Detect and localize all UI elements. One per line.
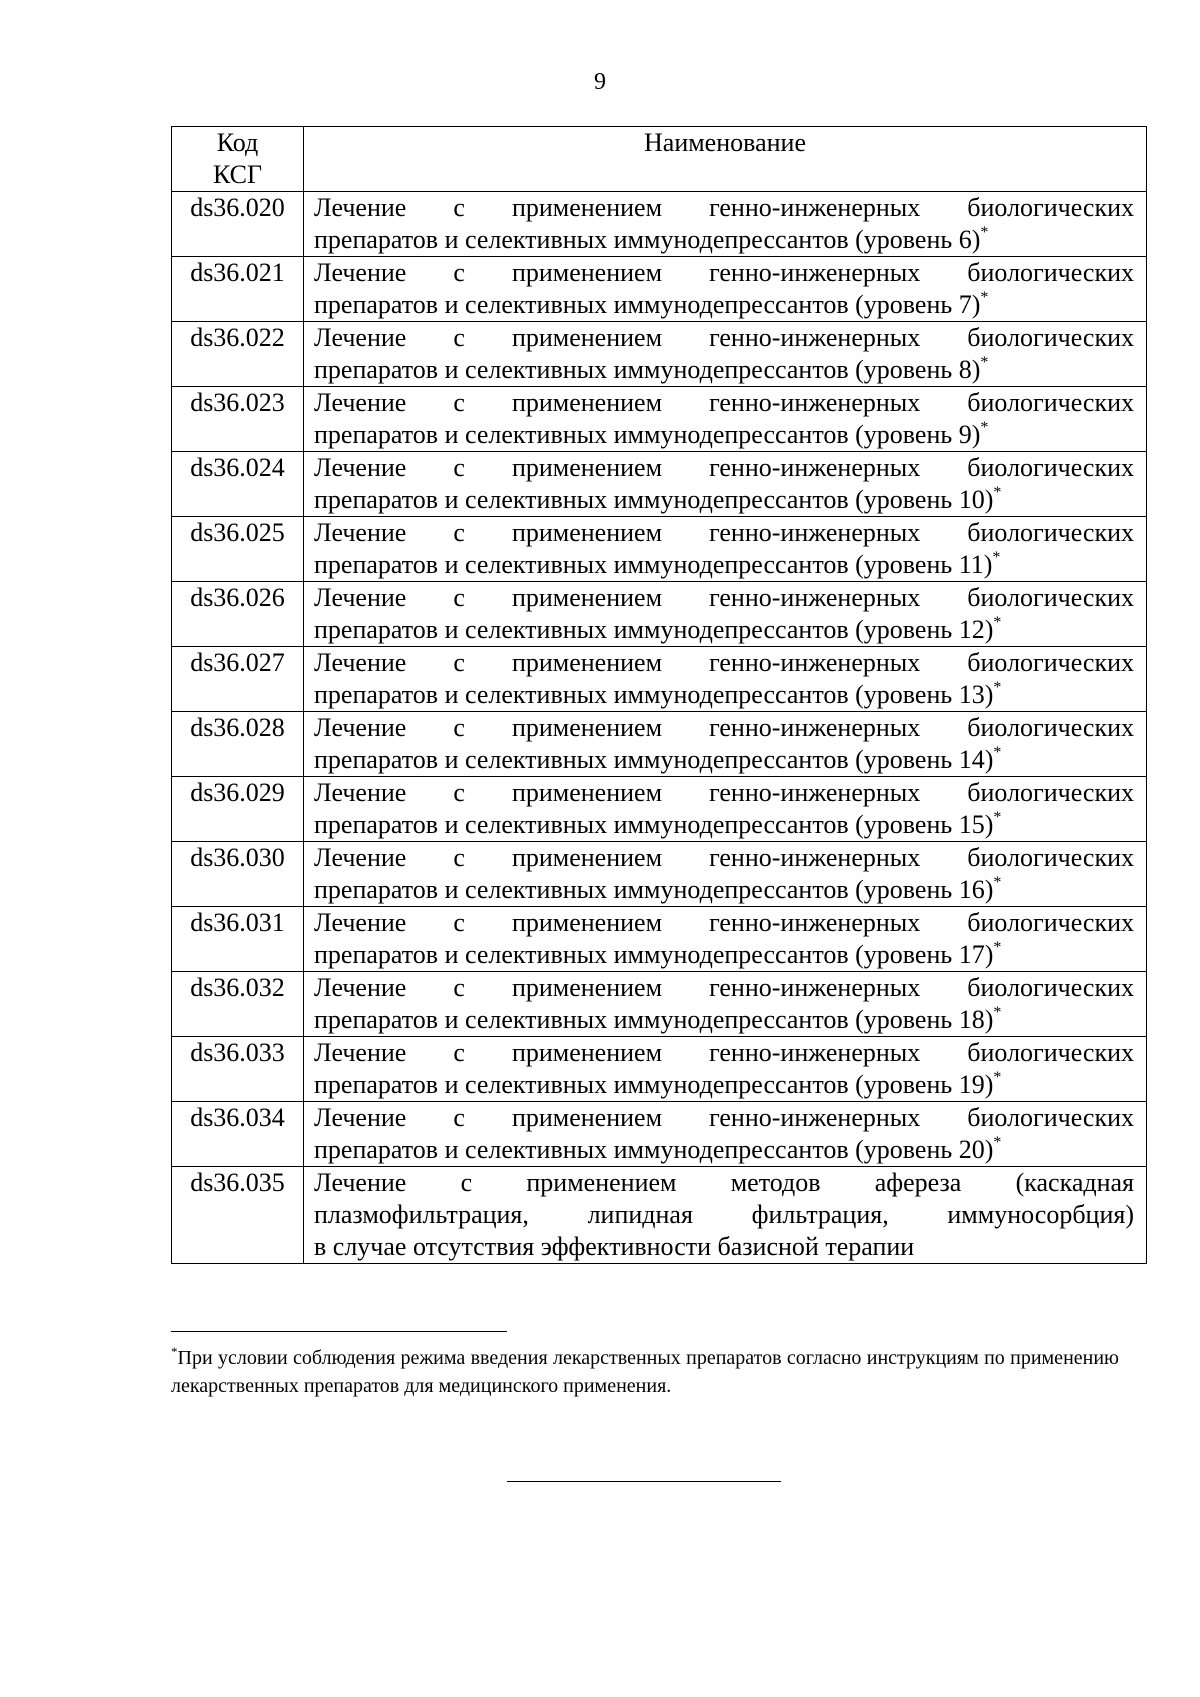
row-name-line2-text: препаратов и селективных иммунодепрессантов (уровень 12) [314, 615, 994, 644]
row-name [304, 1167, 1147, 1264]
row-name-line2 [314, 224, 1134, 256]
footnote-ref-mark: * [993, 809, 1002, 826]
table-row [172, 387, 1147, 452]
row-name-line2 [314, 874, 1134, 906]
end-of-document-rule [507, 1481, 781, 1482]
row-name-line2-text: препаратов и селективных иммунодепрессантов (уровень 8) [314, 355, 981, 384]
row-name-line2-text: препаратов и селективных иммунодепрессантов (уровень 18) [314, 1005, 994, 1034]
row-name-line2 [314, 419, 1134, 451]
table-row [172, 647, 1147, 712]
row-code: ds36.027 [172, 647, 304, 712]
row-name-line2-text: препаратов и селективных иммунодепрессантов (уровень 9) [314, 420, 981, 449]
footnote-text: При условии соблюдения режима введения лекарственных препаратов согласно инструкциям по применению лекарственных препаратов для медицинского применения. [171, 1347, 1119, 1397]
row-name-line2-text: препаратов и селективных иммунодепрессантов (уровень 7) [314, 290, 981, 319]
row-code: ds36.024 [172, 452, 304, 517]
row-name-line2-text: препаратов и селективных иммунодепрессантов (уровень 10) [314, 485, 994, 514]
row-name-line1: Лечение с применением генно-инженерных биологических [314, 453, 1134, 482]
row-code: ds36.028 [172, 712, 304, 777]
row-code: ds36.023 [172, 387, 304, 452]
row-name-line1: Лечение с применением методов афереза (каскадная [314, 1168, 1134, 1197]
footnote-ref-mark: * [993, 1134, 1002, 1151]
row-name-line2 [314, 1069, 1134, 1101]
row-code: ds36.030 [172, 842, 304, 907]
row-name-line1: Лечение с применением генно-инженерных биологических [314, 518, 1134, 547]
row-name-line2 [314, 1134, 1134, 1166]
row-name-line1: Лечение с применением генно-инженерных биологических [314, 388, 1134, 417]
row-name-line1: Лечение с применением генно-инженерных биологических [314, 713, 1134, 742]
footnote-ref-mark: * [980, 224, 989, 241]
row-name [304, 1102, 1147, 1167]
row-name-line1: Лечение с применением генно-инженерных биологических [314, 908, 1134, 937]
row-name [304, 322, 1147, 387]
footnote-ref-mark: * [980, 289, 989, 306]
row-name-line1: Лечение с применением генно-инженерных биологических [314, 583, 1134, 612]
row-name-line2-text: препаратов и селективных иммунодепрессантов (уровень 15) [314, 810, 994, 839]
row-name-line1: Лечение с применением генно-инженерных биологических [314, 1103, 1134, 1132]
row-name-line2-text: препаратов и селективных иммунодепрессантов (уровень 14) [314, 745, 994, 774]
table-row [172, 842, 1147, 907]
row-name-line1: Лечение с применением генно-инженерных биологических [314, 648, 1134, 677]
ksg-table [171, 126, 1147, 1264]
row-name-line2 [314, 484, 1134, 516]
footnote-mark: * [171, 1344, 178, 1359]
row-name [304, 387, 1147, 452]
table-body [172, 192, 1147, 1264]
header-name-cell: Наименование [304, 127, 1147, 192]
row-name-line2-text: препаратов и селективных иммунодепрессантов (уровень 6) [314, 225, 981, 254]
footnote-ref-mark: * [993, 484, 1002, 501]
row-name-line2-text: препаратов и селективных иммунодепрессантов (уровень 13) [314, 680, 994, 709]
row-name [304, 192, 1147, 257]
row-name [304, 842, 1147, 907]
footnote-ref-mark: * [993, 614, 1002, 631]
row-code: ds36.033 [172, 1037, 304, 1102]
table-row [172, 972, 1147, 1037]
row-name [304, 582, 1147, 647]
table-row [172, 712, 1147, 777]
row-code: ds36.026 [172, 582, 304, 647]
row-name-line1: Лечение с применением генно-инженерных биологических [314, 778, 1134, 807]
footnote-ref-mark: * [993, 679, 1002, 696]
footnote-separator [171, 1331, 507, 1332]
table-row [172, 322, 1147, 387]
table-row [172, 907, 1147, 972]
row-name-line2-text: препаратов и селективных иммунодепрессантов (уровень 20) [314, 1135, 994, 1164]
footnote-ref-mark: * [993, 874, 1002, 891]
row-name [304, 257, 1147, 322]
table-row [172, 582, 1147, 647]
row-name [304, 517, 1147, 582]
row-name-line1: Лечение с применением генно-инженерных биологических [314, 193, 1134, 222]
footnote-ref-mark: * [980, 419, 989, 436]
row-name [304, 907, 1147, 972]
header-code-cell [172, 127, 304, 192]
row-name-line2 [314, 939, 1134, 971]
row-name-line2-text: препаратов и селективных иммунодепрессантов (уровень 16) [314, 875, 994, 904]
row-name-line2-text: препаратов и селективных иммунодепрессантов (уровень 17) [314, 940, 994, 969]
table-row [172, 1037, 1147, 1102]
row-code: ds36.031 [172, 907, 304, 972]
table-row [172, 1167, 1147, 1264]
table-row [172, 452, 1147, 517]
row-code: ds36.032 [172, 972, 304, 1037]
row-name-line2 [314, 354, 1134, 386]
row-name-line1: Лечение с применением генно-инженерных биологических [314, 1038, 1134, 1067]
row-code: ds36.021 [172, 257, 304, 322]
row-name-line2 [314, 809, 1134, 841]
row-name-line3: в случае отсутствия эффективности базисной терапии [314, 1232, 915, 1261]
row-name-line1: Лечение с применением генно-инженерных биологических [314, 258, 1134, 287]
footnote-ref-mark: * [993, 1004, 1002, 1021]
row-name-line2-text: препаратов и селективных иммунодепрессантов (уровень 11) [314, 550, 993, 579]
row-name [304, 647, 1147, 712]
header-code-line2: КСГ [212, 160, 263, 189]
row-code: ds36.034 [172, 1102, 304, 1167]
row-name-line2: плазмофильтрация, липидная фильтрация, иммуносорбция) [314, 1200, 1134, 1229]
table-row [172, 777, 1147, 842]
row-name-line2-text: препаратов и селективных иммунодепрессантов (уровень 19) [314, 1070, 994, 1099]
row-name-line2 [314, 1004, 1134, 1036]
row-code: ds36.035 [172, 1167, 304, 1264]
row-code: ds36.025 [172, 517, 304, 582]
row-code: ds36.029 [172, 777, 304, 842]
row-name [304, 452, 1147, 517]
row-name-line1: Лечение с применением генно-инженерных биологических [314, 323, 1134, 352]
footnote-ref-mark: * [992, 549, 1001, 566]
table-header-row [172, 127, 1147, 192]
row-code: ds36.020 [172, 192, 304, 257]
row-name-line1: Лечение с применением генно-инженерных биологических [314, 843, 1134, 872]
footnote-ref-mark: * [980, 354, 989, 371]
row-name [304, 1037, 1147, 1102]
table-row [172, 192, 1147, 257]
table-row [172, 517, 1147, 582]
row-name-line2 [314, 289, 1134, 321]
footnote [171, 1344, 1119, 1400]
row-name [304, 777, 1147, 842]
row-name [304, 972, 1147, 1037]
row-name-line2 [314, 744, 1134, 776]
row-name [304, 712, 1147, 777]
header-code-line1: Код [216, 128, 259, 157]
page-number: 9 [594, 69, 606, 95]
row-name-line2 [314, 614, 1134, 646]
table-row [172, 257, 1147, 322]
row-name-line1: Лечение с применением генно-инженерных биологических [314, 973, 1134, 1002]
footnote-ref-mark: * [993, 939, 1002, 956]
footnote-ref-mark: * [993, 744, 1002, 761]
row-code: ds36.022 [172, 322, 304, 387]
table-row [172, 1102, 1147, 1167]
footnote-ref-mark: * [993, 1069, 1002, 1086]
row-name-line2 [314, 679, 1134, 711]
row-name-line2 [314, 549, 1134, 581]
